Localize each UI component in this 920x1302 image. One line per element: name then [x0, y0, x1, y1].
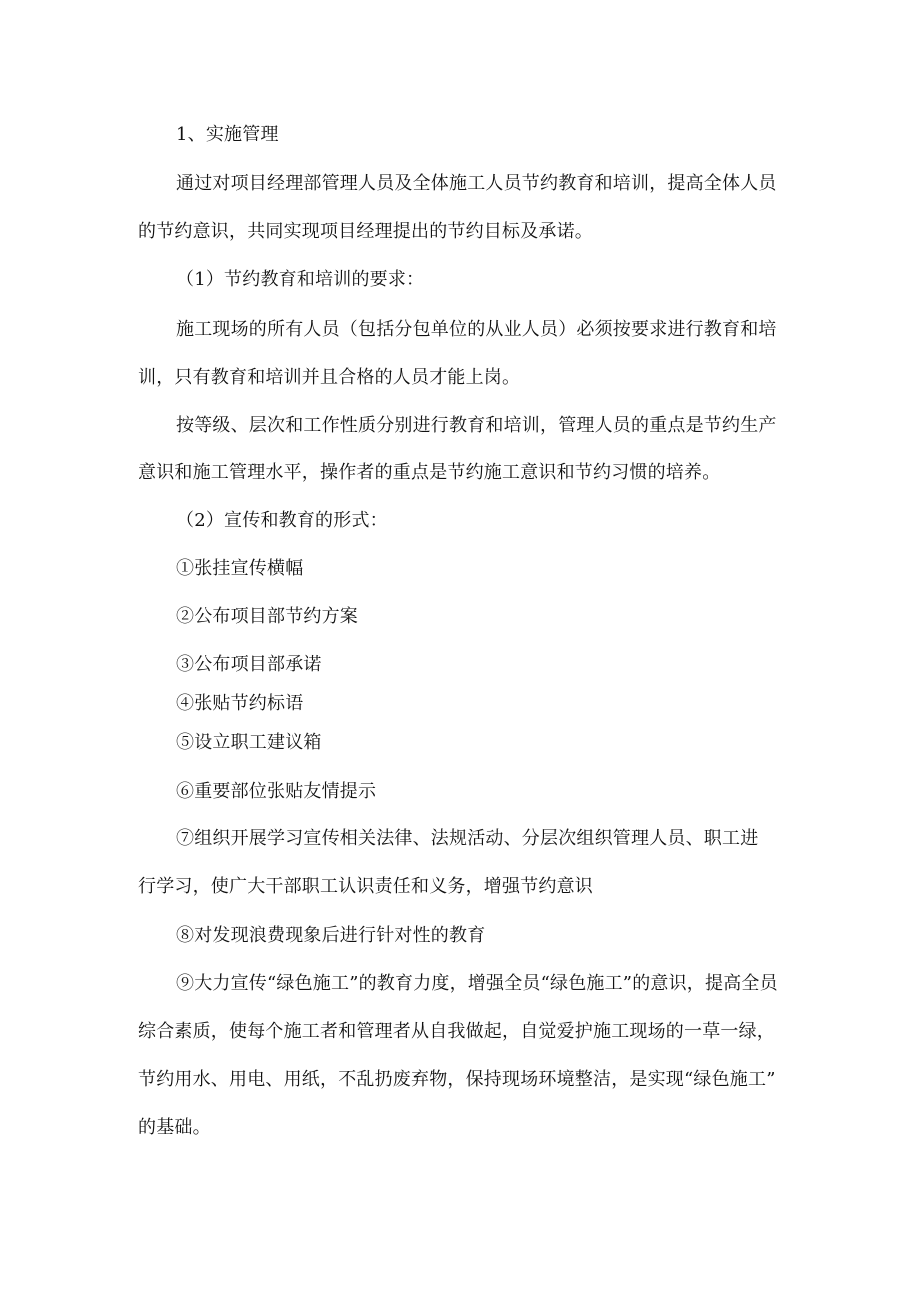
- subsection-1-para-2-line-2: 意识和施工管理水平，操作者的重点是节约施工意识和节约习惯的培养。: [138, 462, 721, 483]
- list-item-9-line-4: 的基础。: [138, 1117, 211, 1138]
- list-item: ③公布项目部承诺: [176, 654, 322, 675]
- list-item-8: ⑧对发现浪费现象后进行针对性的教育: [176, 925, 486, 946]
- intro-line-1: 通过对项目经理部管理人员及全体施工人员节约教育和培训，提高全体人员: [176, 173, 777, 194]
- list-item-9-line-1: ⑨大力宣传“绿色施工”的教育力度，增强全员“绿色施工”的意识，提高全员: [176, 973, 778, 994]
- subsection-1-para-1-line-2: 训，只有教育和培训并且合格的人员才能上岗。: [138, 367, 521, 388]
- list-item: ④张贴节约标语: [176, 693, 304, 714]
- list-item-7-line-2: 行学习，使广大干部职工认识责任和义务，增强节约意识: [138, 876, 593, 897]
- list-item: ②公布项目部节约方案: [176, 606, 358, 627]
- subsection-1-para-1-line-1: 施工现场的所有人员（包括分包单位的从业人员）必须按要求进行教育和培: [176, 319, 777, 340]
- list-item-7-line-1: ⑦组织开展学习宣传相关法律、法规活动、分层次组织管理人员、职工进: [176, 828, 759, 849]
- intro-line-2: 的节约意识，共同实现项目经理提出的节约目标及承诺。: [138, 221, 593, 242]
- subsection-2-heading: （2）宣传和教育的形式：: [176, 510, 388, 531]
- list-item-9-line-2: 综合素质，使每个施工者和管理者从自我做起，自觉爱护施工现场的一草一绿，: [138, 1021, 775, 1042]
- list-item: ①张挂宣传横幅: [176, 558, 304, 579]
- section-heading: 1、实施管理: [176, 124, 279, 145]
- subsection-1-heading: （1）节约教育和培训的要求：: [176, 269, 425, 290]
- list-item: ⑥重要部位张贴友情提示: [176, 781, 377, 802]
- list-item: ⑤设立职工建议箱: [176, 732, 322, 753]
- list-item-9-line-3: 节约用水、用电、用纸，不乱扔废弃物，保持现场环境整洁，是实现“绿色施工”: [138, 1069, 776, 1090]
- subsection-1-para-2-line-1: 按等级、层次和工作性质分别进行教育和培训，管理人员的重点是节约生产: [176, 415, 777, 436]
